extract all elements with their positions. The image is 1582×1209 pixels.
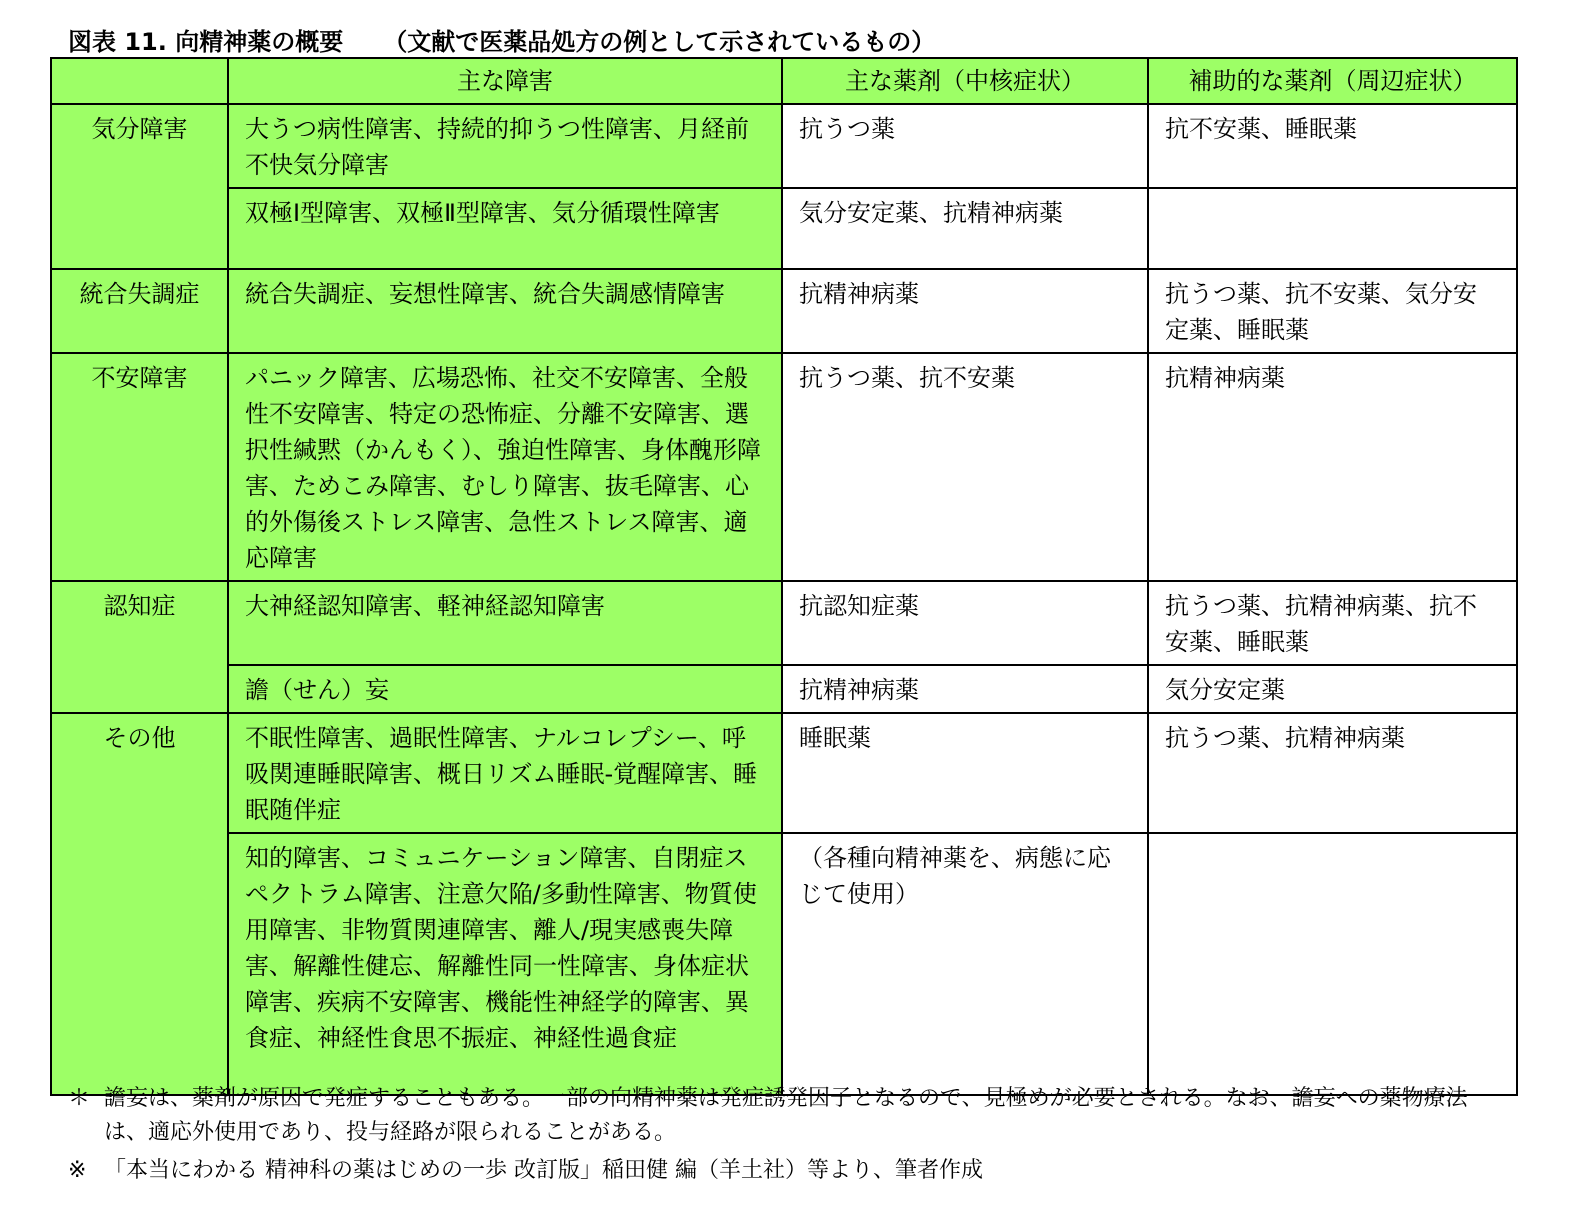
header-row (51, 58, 1517, 104)
disorders-cell: 知的障害、コミュニケーション障害、自閉症スペクトラム障害、注意欠陥/多動性障害、物質使用障害、非物質関連障害、離人/現実感喪失障害、解離性健忘、解離性同一性障害、身体症状障害、疾病不安障害、機能性神経学的障害、異食症、神経性食思不振症、神経性過食症 (228, 833, 782, 1095)
table-row (51, 833, 1517, 1095)
main-drugs-cell: 抗認知症薬 (782, 581, 1148, 665)
main-drugs-cell: （各種向精神薬を、病態に応じて使用） (782, 833, 1148, 1095)
category-cell: 認知症 (51, 581, 228, 713)
table-row (51, 353, 1517, 581)
table-row (51, 104, 1517, 188)
footnote-source (68, 1154, 1504, 1188)
aux-drugs-cell: 抗精神病薬 (1148, 353, 1517, 581)
aux-drugs-cell (1148, 188, 1517, 269)
footnote-mark: ※ (68, 1158, 87, 1183)
aux-drugs-cell: 抗うつ薬、抗精神病薬 (1148, 713, 1517, 833)
header-aux-drugs: 補助的な薬剤（周辺症状） (1148, 58, 1517, 104)
main-drugs-cell: 睡眠薬 (782, 713, 1148, 833)
main-drugs-cell: 抗精神病薬 (782, 269, 1148, 353)
table-row (51, 188, 1517, 269)
footnote-delirium (68, 1082, 1504, 1150)
header-category (51, 58, 228, 104)
disorders-cell: 不眠性障害、過眠性障害、ナルコレプシー、呼吸関連睡眠障害、概日リズム睡眠-覚醒障害、睡眠随伴症 (228, 713, 782, 833)
category-cell: 気分障害 (51, 104, 228, 269)
aux-drugs-cell: 抗うつ薬、抗精神病薬、抗不安薬、睡眠薬 (1148, 581, 1517, 665)
footnote-mark: ＊ (68, 1086, 91, 1111)
table-row (51, 269, 1517, 353)
category-cell: 不安障害 (51, 353, 228, 581)
disorders-cell: 譫（せん）妄 (228, 665, 782, 713)
main-drugs-cell: 気分安定薬、抗精神病薬 (782, 188, 1148, 269)
footnote-text: 「本当にわかる 精神科の薬はじめの一歩 改訂版」稲田健 編（羊土社）等より、筆者作成 (104, 1158, 983, 1183)
footnotes (68, 1082, 1504, 1188)
aux-drugs-cell: 抗不安薬、睡眠薬 (1148, 104, 1517, 188)
disorders-cell: パニック障害、広場恐怖、社交不安障害、全般性不安障害、特定の恐怖症、分離不安障害、選択性緘黙（かんもく）、強迫性障害、身体醜形障害、ためこみ障害、むしり障害、抜毛障害、心的外傷後ストレス障害、急性ストレス障害、適応障害 (228, 353, 782, 581)
psychotropic-drug-table (50, 57, 1518, 1096)
disorders-cell: 統合失調症、妄想性障害、統合失調感情障害 (228, 269, 782, 353)
figure-title-sub: （文献で医薬品処方の例として示されているもの） (383, 28, 936, 56)
table-row (51, 581, 1517, 665)
aux-drugs-cell: 気分安定薬 (1148, 665, 1517, 713)
disorders-cell: 双極Ⅰ型障害、双極Ⅱ型障害、気分循環性障害 (228, 188, 782, 269)
header-disorders: 主な障害 (228, 58, 782, 104)
main-drugs-cell: 抗うつ薬、抗不安薬 (782, 353, 1148, 581)
main-drugs-cell: 抗うつ薬 (782, 104, 1148, 188)
disorders-cell: 大うつ病性障害、持続的抑うつ性障害、月経前不快気分障害 (228, 104, 782, 188)
figure-title-main: 図表 11. 向精神薬の概要 (68, 28, 344, 56)
main-drugs-cell: 抗精神病薬 (782, 665, 1148, 713)
table-row (51, 665, 1517, 713)
figure-title (68, 22, 935, 57)
aux-drugs-cell: 抗うつ薬、抗不安薬、気分安定薬、睡眠薬 (1148, 269, 1517, 353)
footnote-text: 譫妄は、薬剤が原因で発症することもある。一部の向精神薬は発症誘発因子となるので、見極めが必要とされる。なお、譫妄への薬物療法は、適応外使用であり、投与経路が限られることがある。 (104, 1086, 1468, 1145)
aux-drugs-cell (1148, 833, 1517, 1095)
table-row (51, 713, 1517, 833)
category-cell: 統合失調症 (51, 269, 228, 353)
disorders-cell: 大神経認知障害、軽神経認知障害 (228, 581, 782, 665)
category-cell: その他 (51, 713, 228, 1095)
header-main-drugs: 主な薬剤（中核症状） (782, 58, 1148, 104)
